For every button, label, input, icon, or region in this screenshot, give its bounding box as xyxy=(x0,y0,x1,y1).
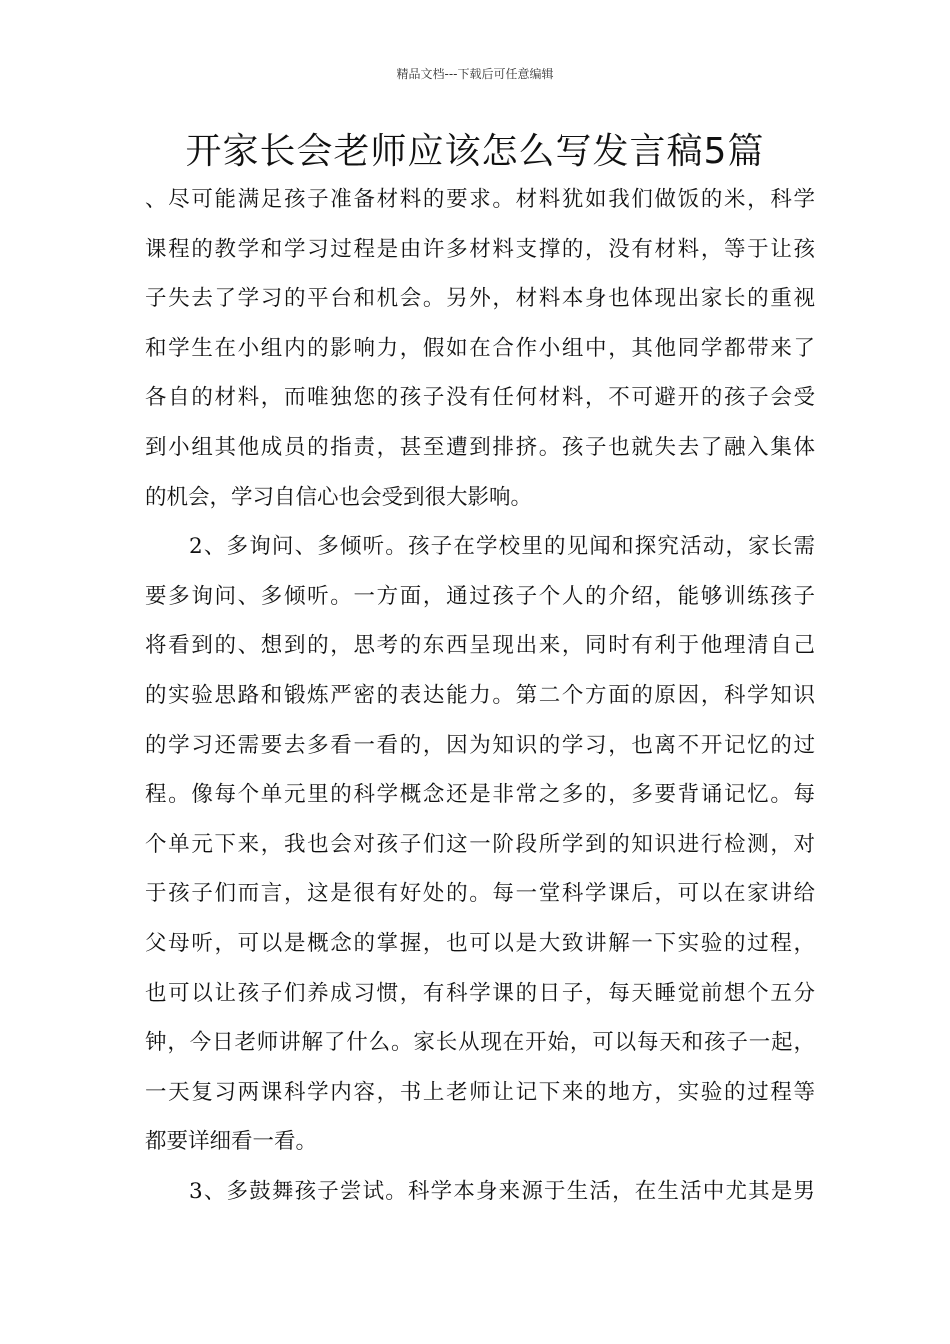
text-line: 的实验思路和锻炼严密的表达能力。第二个方面的原因，科学知识 xyxy=(145,682,815,708)
text-line: 2、多询问、多倾听。孩子在学校里的见闻和探究活动，家长需 xyxy=(189,534,815,560)
text-line: 和学生在小组内的影响力，假如在合作小组中，其他同学都带来了 xyxy=(145,335,815,361)
text-line: 的机会，学习自信心也会受到很大影响。 xyxy=(145,484,533,510)
text-line: 将看到的、想到的，思考的东西呈现出来，同时有利于他理清自己 xyxy=(145,633,815,659)
text-line: 到小组其他成员的指责，甚至遭到排挤。孩子也就失去了融入集体 xyxy=(145,434,815,460)
text-line: 、尽可能满足孩子准备材料的要求。材料犹如我们做饭的米，科学 xyxy=(145,187,815,212)
text-line: 的学习还需要去多看一看的，因为知识的学习，也离不开记忆的过 xyxy=(145,732,815,758)
text-line: 课程的教学和学习过程是由许多材料支撑的，没有材料，等于让孩 xyxy=(145,236,815,262)
text-line: 个单元下来，我也会对孩子们这一阶段所学到的知识进行检测，对 xyxy=(145,831,815,857)
document-title: 开家长会老师应该怎么写发言稿5篇 xyxy=(185,131,765,172)
text-line: 都要详细看一看。 xyxy=(145,1129,318,1155)
text-line: 于孩子们而言，这是很有好处的。每一堂科学课后，可以在家讲给 xyxy=(145,881,815,907)
page-header: 精品文档---下载后可任意编辑 xyxy=(396,67,554,81)
text-line: 父母听，可以是概念的掌握，也可以是大致讲解一下实验的过程， xyxy=(145,930,815,956)
text-line: 子失去了学习的平台和机会。另外，材料本身也体现出家长的重视 xyxy=(145,286,815,312)
document-body xyxy=(145,175,815,1216)
paragraph-1 xyxy=(145,175,815,522)
text-line: 要多询问、多倾听。一方面，通过孩子个人的介绍，能够训练孩子 xyxy=(145,583,815,609)
text-line: 一天复习两课科学内容，书上老师让记下来的地方，实验的过程等 xyxy=(145,1079,815,1105)
text-line: 程。像每个单元里的科学概念还是非常之多的，多要背诵记忆。每 xyxy=(145,782,815,808)
text-line: 也可以让孩子们养成习惯，有科学课的日子，每天睡觉前想个五分 xyxy=(145,980,815,1006)
text-line: 钟，今日老师讲解了什么。家长从现在开始，可以每天和孩子一起， xyxy=(145,1030,815,1056)
paragraph-2 xyxy=(145,522,815,1167)
text-line: 3、多鼓舞孩子尝试。科学本身来源于生活，在生活中尤其是男 xyxy=(189,1178,815,1204)
paragraph-3 xyxy=(145,1167,815,1217)
text-line: 各自的材料，而唯独您的孩子没有任何材料，不可避开的孩子会受 xyxy=(145,385,815,411)
